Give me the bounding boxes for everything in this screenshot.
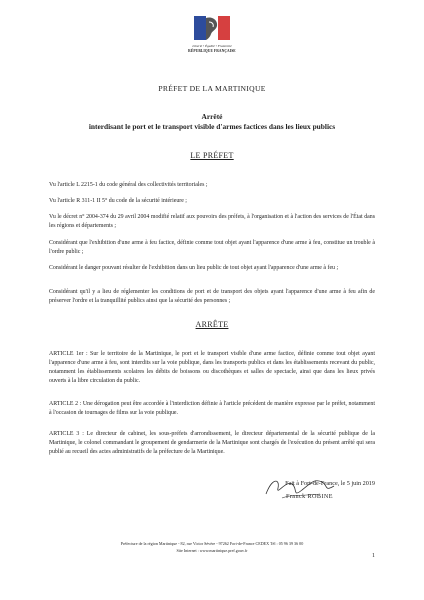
signature-place-date: Fait à Fort-de-France, le 5 juin 2019	[285, 480, 375, 487]
page-number: 1	[372, 553, 375, 559]
consideration-paragraph: Considérant le danger pouvant résulter de l'exhibition dans un lieu public de tout objet ayant l'apparence d'une arme à feu ;	[49, 265, 339, 271]
footer-website: Site Internet : www.martinique.pref.gouv.fr	[176, 548, 248, 553]
section-heading-prefet: LE PRÉFET	[190, 151, 234, 160]
republic-name: RÉPUBLIQUE FRANÇAISE	[188, 49, 236, 53]
consideration-paragraph: Vu le décret n° 2004-374 du 29 avril 2004 modifié relatif aux pouvoirs des préfets, à l'organisation et à l'action des services de l'État dans les régions et départements ;	[49, 214, 375, 229]
article-paragraph: ARTICLE 3 : Le directeur de cabinet, les sous-préfets d'arrondissement, le directeur départemental de la sécurité publique de la Martinique, le colonel commandant le groupement de gendarmerie de la Martinique sont chargés de l'exécution du présent arrêté qui sera publié au recueil des actes administratifs de la préfecture de la Martinique.	[49, 431, 375, 455]
document-title: Arrêté	[201, 112, 223, 121]
signatory-name: Franck ROBINE	[286, 493, 333, 500]
consideration-paragraph: Considérant que l'exhibition d'une arme à feu factice, définie comme tout objet ayant l'apparence d'une arme à feu, constitue un trouble à l'ordre public ;	[49, 240, 375, 255]
prefecture-name: PRÉFET DE LA MARTINIQUE	[158, 84, 266, 93]
consideration-paragraph: Considérant qu'il y a lieu de réglementer les conditions de port et de transport des objets ayant l'apparence d'une arme à feu afin de préserver l'ordre et la tranquillité publics ainsi que la sécurité des personnes ;	[49, 289, 375, 304]
consideration-paragraph: Vu l'article L 2215-1 du code général des collectivités territoriales ;	[49, 182, 208, 188]
footer-address: Préfecture de la région Martinique - 82, rue Victor Sévère - 97262 Fort-de-France CEDEX Tél : 05 96 39 36 00	[120, 541, 304, 546]
article-paragraph: ARTICLE 2 : Une dérogation peut être accordée à l'interdiction définie à l'article précédent de manière expresse par le préfet, notamment à l'occasion de tournages de films sur la voie publique.	[49, 401, 375, 416]
document-subtitle: interdisant le port et le transport visible d'armes factices dans les lieux publics	[88, 122, 336, 131]
article-paragraph: ARTICLE 1er : Sur le territoire de la Martinique, le port et le transport visible d'une arme factice, définie comme tout objet ayant l'apparence d'une arme à feu, sont interdits sur la voie publique, dans les transports publics et dans les établissements recevant du public, notamment les établissements scolaires les débits de boissons ou discothèques et salles de spectacle, ainsi que dans les lieux privés ouverts à la libre circulation du public.	[49, 351, 375, 384]
marianne-emblem-icon	[194, 14, 230, 42]
section-heading-arrete: ARRÊTE	[195, 320, 229, 329]
republic-motto: Liberté • Égalité • Fraternité	[192, 44, 232, 48]
consideration-paragraph: Vu l'article R 311-1 II 5° du code de la sécurité intérieure ;	[49, 198, 187, 204]
